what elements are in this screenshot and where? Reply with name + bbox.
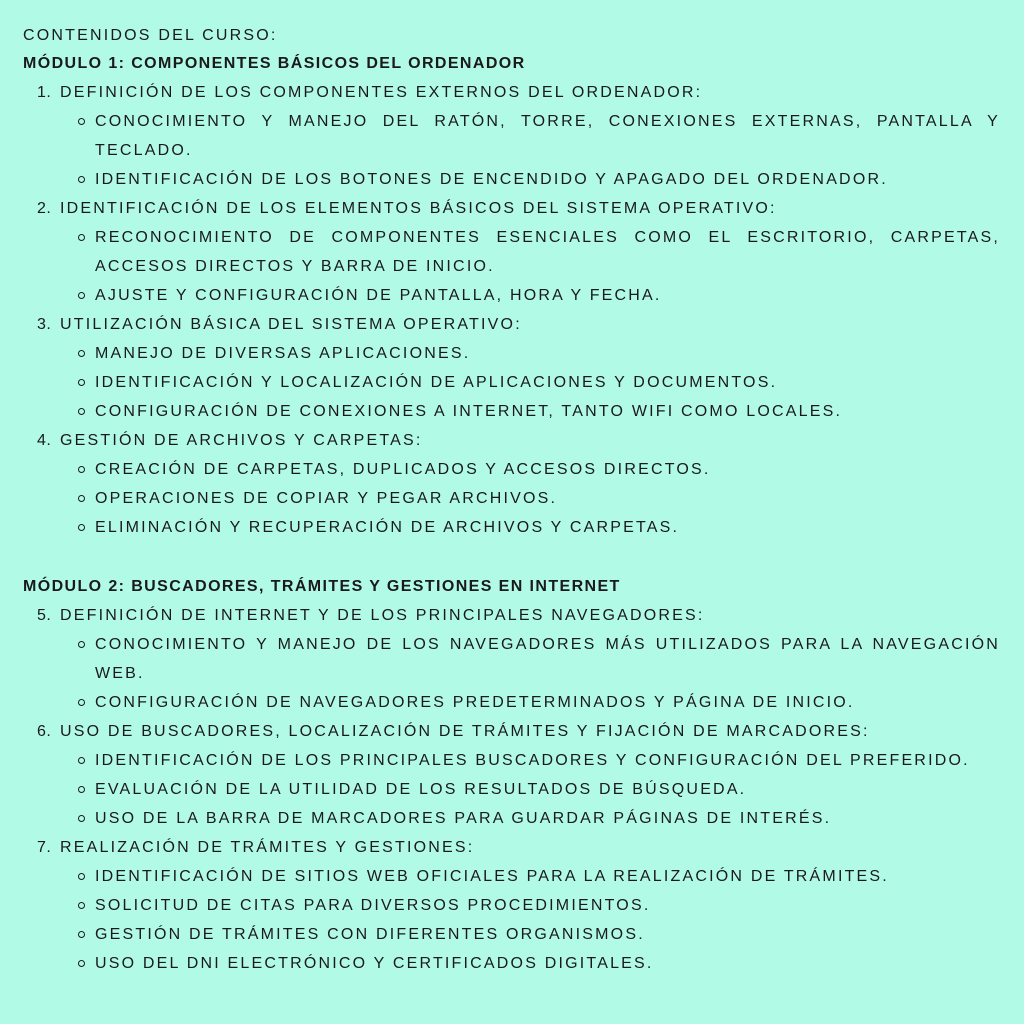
list-item: IDENTIFICACIÓN Y LOCALIZACIÓN DE APLICACIONES Y DOCUMENTOS.	[60, 368, 1000, 397]
circle-bullet-icon	[78, 902, 85, 909]
module-spacer	[23, 542, 1000, 573]
module-1	[23, 50, 1000, 542]
list-item: CONOCIMIENTO Y MANEJO DE LOS NAVEGADORES MÁS UTILIZADOS PARA LA NAVEGACIÓN WEB.	[60, 630, 1000, 688]
item-label: USO DE BUSCADORES, LOCALIZACIÓN DE TRÁMITES Y FIJACIÓN DE MARCADORES:	[60, 723, 870, 740]
circle-bullet-icon	[78, 118, 85, 125]
circle-bullet-icon	[78, 350, 85, 357]
list-item: ELIMINACIÓN Y RECUPERACIÓN DE ARCHIVOS Y CARPETAS.	[60, 513, 1000, 542]
module-2	[23, 573, 1000, 978]
circle-bullet-icon	[78, 176, 85, 183]
circle-bullet-icon	[78, 960, 85, 967]
circle-bullet-icon	[78, 292, 85, 299]
numbered-item-4	[23, 426, 1000, 542]
list-item: CONFIGURACIÓN DE NAVEGADORES PREDETERMINADOS Y PÁGINA DE INICIO.	[60, 688, 1000, 717]
list-item: CONOCIMIENTO Y MANEJO DEL RATÓN, TORRE, CONEXIONES EXTERNAS, PANTALLA Y TECLADO.	[60, 107, 1000, 165]
module-title: MÓDULO 1: COMPONENTES BÁSICOS DEL ORDENADOR	[23, 55, 526, 72]
item-number: 3.	[37, 316, 52, 333]
circle-bullet-icon	[78, 641, 85, 648]
list-item: USO DEL DNI ELECTRÓNICO Y CERTIFICADOS DIGITALES.	[60, 949, 1000, 978]
list-item: IDENTIFICACIÓN DE SITIOS WEB OFICIALES PARA LA REALIZACIÓN DE TRÁMITES.	[60, 862, 1000, 891]
circle-bullet-icon	[78, 234, 85, 241]
list-item: OPERACIONES DE COPIAR Y PEGAR ARCHIVOS.	[60, 484, 1000, 513]
circle-bullet-icon	[78, 379, 85, 386]
page-title: CONTENIDOS DEL CURSO:	[23, 27, 278, 44]
circle-bullet-icon	[78, 757, 85, 764]
numbered-item-1	[23, 78, 1000, 194]
circle-bullet-icon	[78, 408, 85, 415]
item-number: 2.	[37, 200, 52, 217]
item-label: DEFINICIÓN DE INTERNET Y DE LOS PRINCIPALES NAVEGADORES:	[60, 607, 705, 624]
circle-bullet-icon	[78, 495, 85, 502]
list-item: SOLICITUD DE CITAS PARA DIVERSOS PROCEDIMIENTOS.	[60, 891, 1000, 920]
circle-bullet-icon	[78, 873, 85, 880]
item-number: 4.	[37, 432, 52, 449]
circle-bullet-icon	[78, 786, 85, 793]
numbered-item-3	[23, 310, 1000, 426]
list-item: IDENTIFICACIÓN DE LOS PRINCIPALES BUSCADORES Y CONFIGURACIÓN DEL PREFERIDO.	[60, 746, 1000, 775]
item-label: IDENTIFICACIÓN DE LOS ELEMENTOS BÁSICOS DEL SISTEMA OPERATIVO:	[60, 200, 777, 217]
numbered-item-5	[23, 601, 1000, 717]
list-item: CONFIGURACIÓN DE CONEXIONES A INTERNET, TANTO WIFI COMO LOCALES.	[60, 397, 1000, 426]
item-number: 1.	[37, 84, 52, 101]
circle-bullet-icon	[78, 815, 85, 822]
circle-bullet-icon	[78, 466, 85, 473]
list-item: USO DE LA BARRA DE MARCADORES PARA GUARDAR PÁGINAS DE INTERÉS.	[60, 804, 1000, 833]
numbered-item-7	[23, 833, 1000, 978]
item-label: DEFINICIÓN DE LOS COMPONENTES EXTERNOS DEL ORDENADOR:	[60, 84, 703, 101]
list-item: GESTIÓN DE TRÁMITES CON DIFERENTES ORGANISMOS.	[60, 920, 1000, 949]
list-item: EVALUACIÓN DE LA UTILIDAD DE LOS RESULTADOS DE BÚSQUEDA.	[60, 775, 1000, 804]
item-number: 5.	[37, 607, 52, 624]
list-item: MANEJO DE DIVERSAS APLICACIONES.	[60, 339, 1000, 368]
item-label: GESTIÓN DE ARCHIVOS Y CARPETAS:	[60, 432, 423, 449]
list-item: RECONOCIMIENTO DE COMPONENTES ESENCIALES COMO EL ESCRITORIO, CARPETAS, ACCESOS DIRECTOS Y BARRA DE INICIO.	[60, 223, 1000, 281]
item-label: UTILIZACIÓN BÁSICA DEL SISTEMA OPERATIVO:	[60, 316, 522, 333]
list-item: IDENTIFICACIÓN DE LOS BOTONES DE ENCENDIDO Y APAGADO DEL ORDENADOR.	[60, 165, 1000, 194]
item-label: REALIZACIÓN DE TRÁMITES Y GESTIONES:	[60, 839, 475, 856]
circle-bullet-icon	[78, 524, 85, 531]
circle-bullet-icon	[78, 699, 85, 706]
module-title: MÓDULO 2: BUSCADORES, TRÁMITES Y GESTIONES EN INTERNET	[23, 578, 621, 595]
item-number: 6.	[37, 723, 52, 740]
numbered-item-6	[23, 717, 1000, 833]
item-number: 7.	[37, 839, 52, 856]
circle-bullet-icon	[78, 931, 85, 938]
list-item: AJUSTE Y CONFIGURACIÓN DE PANTALLA, HORA Y FECHA.	[60, 281, 1000, 310]
numbered-item-2	[23, 194, 1000, 310]
list-item: CREACIÓN DE CARPETAS, DUPLICADOS Y ACCESOS DIRECTOS.	[60, 455, 1000, 484]
